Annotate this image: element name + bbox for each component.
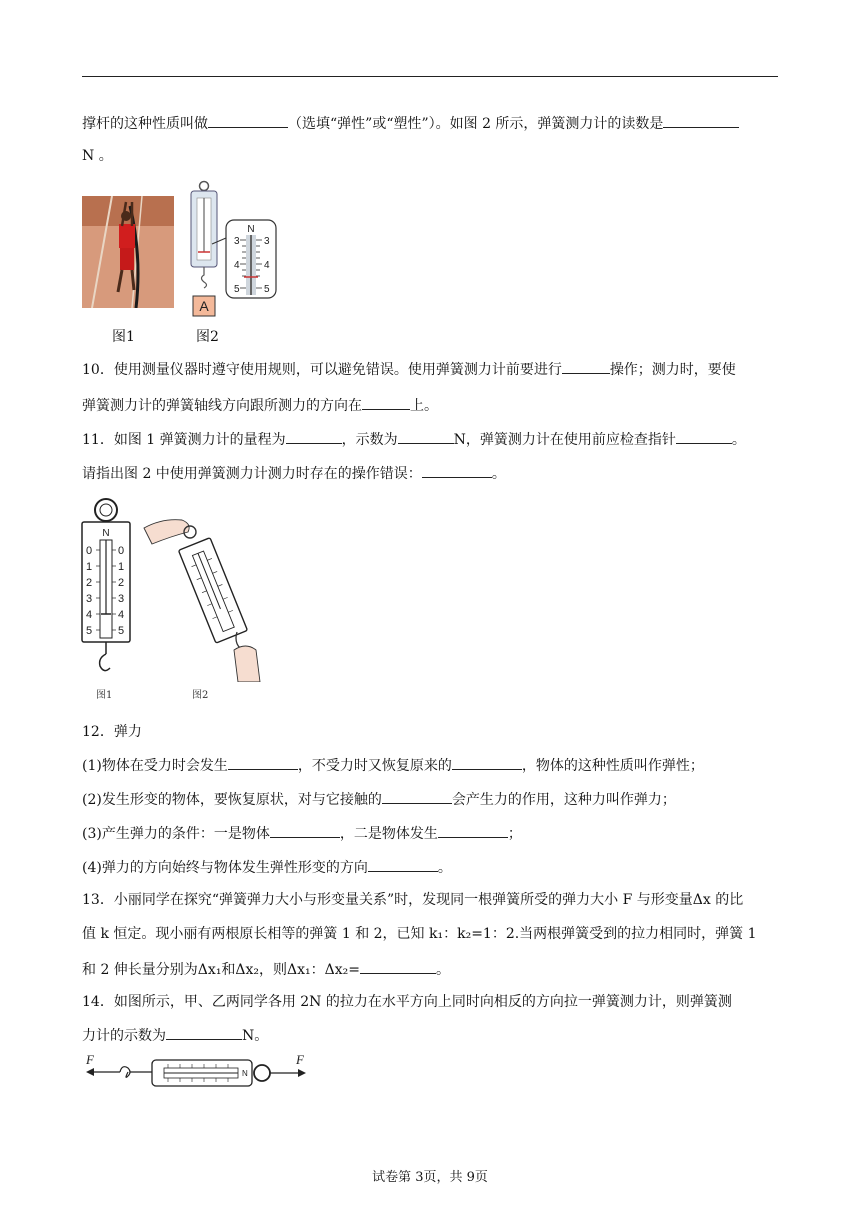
question-12-item-4 <box>82 856 452 878</box>
text-segment: 。 <box>436 962 451 978</box>
answer-blank <box>452 754 522 770</box>
tick-label: 1 <box>86 561 93 573</box>
tick-label: 3 <box>118 593 125 605</box>
zoom-tick-right: 4 <box>264 260 270 271</box>
question-12-item-3 <box>82 822 522 844</box>
answer-blank <box>398 428 454 444</box>
zoom-tick-left: 3 <box>234 236 240 247</box>
question-10-line-2 <box>82 394 438 416</box>
question-14-line-2 <box>82 1024 268 1046</box>
answer-blank <box>438 822 508 838</box>
text-segment: ，二是物体发生 <box>339 826 438 842</box>
text-segment: 力计的示数为 <box>82 1028 166 1044</box>
answer-blank <box>676 428 732 444</box>
spring-scale-vertical <box>78 496 138 682</box>
text-segment: 和 2 伸长量分别为Δx₁和Δx₂，则Δx₁：Δx₂= <box>82 962 361 978</box>
question-11-line-1 <box>82 428 746 450</box>
text-segment: (1)物体在受力时会发生 <box>82 758 228 774</box>
question-12-item-2 <box>82 788 676 810</box>
unit-label: N <box>247 224 255 235</box>
text-segment: 弹簧测力计的弹簧轴线方向跟所测力的方向在 <box>82 398 362 414</box>
text-line-1 <box>82 112 739 134</box>
text-segment: ，示数为 <box>341 432 398 448</box>
zoom-tick-left: 5 <box>234 284 240 295</box>
text-segment: （选填“弹性”或“塑性”）。如图 2 所示，弹簧测力计的读数是 <box>288 116 664 132</box>
text-segment: 。 <box>437 860 452 876</box>
answer-blank <box>270 822 340 838</box>
answer-blank <box>228 754 298 770</box>
answer-blank <box>286 428 342 444</box>
header-rule <box>82 76 778 77</box>
text-segment: 10．使用测量仪器时遵守使用规则，可以避免错误。使用弹簧测力计前要进行 <box>82 362 562 378</box>
text-segment: 。 <box>491 466 506 482</box>
text-segment: 撑杆的这种性质叫做 <box>82 116 208 132</box>
figure-caption: 图1 <box>96 690 113 701</box>
page-footer: 试卷第 3页，共 9页 <box>372 1170 488 1185</box>
text-segment: 请指出图 2 中使用弹簧测力计测力时存在的操作错误： <box>82 466 422 482</box>
answer-blank <box>562 358 610 374</box>
text-segment: 值 k 恒定。现小丽有两根原长相等的弹簧 1 和 2，已知 k₁：k₂=1：2.当两根弹簧受到的拉力相同时，弹簧 1 <box>82 926 757 942</box>
text-segment: N。 <box>242 1028 269 1044</box>
text-segment: (2)发生形变的物体，要恢复原状，对与它接触的 <box>82 792 382 808</box>
tick-label: 5 <box>118 625 125 637</box>
question-10-line-1 <box>82 358 736 380</box>
force-label-left: F <box>86 1052 94 1067</box>
text-segment: (3)产生弹力的条件：一是物体 <box>82 826 270 842</box>
unit-label: N <box>102 528 110 539</box>
answer-blank <box>360 958 436 974</box>
text-segment: 14．如图所示，甲、乙两同学各用 2N 的拉力在水平方向上同时向相反的方向拉一弹簧测力计，则弹簧测 <box>82 994 732 1010</box>
figure-caption: 图2 <box>192 690 209 701</box>
horizontal-spring-scale-figure <box>82 1052 312 1090</box>
answer-blank <box>382 788 452 804</box>
spring-scale-tilted-with-hands <box>142 510 262 682</box>
zoom-tick-right: 5 <box>264 284 270 295</box>
force-label-right: F <box>296 1052 304 1067</box>
answer-blank <box>422 462 492 478</box>
question-12-title <box>82 722 142 742</box>
question-11-line-2 <box>82 462 506 484</box>
tick-label: 4 <box>86 609 93 621</box>
answer-blank <box>208 112 288 128</box>
question-13-line-3 <box>82 958 450 980</box>
text-segment: 。 <box>731 432 746 448</box>
text-segment: N 。 <box>82 148 113 164</box>
spring-scale-figure <box>186 180 278 318</box>
text-segment: ，物体的这种性质叫作弹性； <box>521 758 704 774</box>
zoom-tick-right: 3 <box>264 236 270 247</box>
zoom-tick-left: 4 <box>234 260 240 271</box>
tick-label: 0 <box>86 545 93 557</box>
tick-label: 2 <box>86 577 93 589</box>
tick-label: 0 <box>118 545 125 557</box>
figure-caption: 图1 <box>112 329 135 345</box>
text-segment: N，弹簧测力计在使用前应检查指针 <box>453 432 676 448</box>
question-13-line-2 <box>82 924 757 944</box>
tick-label: 4 <box>118 609 125 621</box>
text-segment: 上。 <box>410 398 438 414</box>
pole-vault-photo <box>82 196 174 308</box>
unit-label: N <box>242 1069 248 1078</box>
weight-label: A <box>199 298 209 314</box>
text-segment: ； <box>507 826 522 842</box>
answer-blank <box>368 856 438 872</box>
tick-label: 5 <box>86 625 93 637</box>
tick-label: 2 <box>118 577 125 589</box>
answer-blank <box>663 112 739 128</box>
text-segment: 12．弹力 <box>82 724 142 740</box>
text-segment: 11．如图 1 弹簧测力计的量程为 <box>82 432 286 448</box>
text-segment: 会产生力的作用，这种力叫作弹力； <box>451 792 676 808</box>
answer-blank <box>166 1024 242 1040</box>
text-segment: ，不受力时又恢复原来的 <box>297 758 452 774</box>
tick-label: 3 <box>86 593 93 605</box>
figure-caption: 图2 <box>196 329 219 345</box>
question-12-item-1 <box>82 754 704 776</box>
text-segment: 操作；测力时，要使 <box>609 362 736 378</box>
tick-label: 1 <box>118 561 125 573</box>
text-line-2 <box>82 146 113 166</box>
text-segment: (4)弹力的方向始终与物体发生弹性形变的方向 <box>82 860 368 876</box>
question-13-line-1 <box>82 890 743 910</box>
question-14-line-1 <box>82 992 732 1012</box>
text-segment: 13．小丽同学在探究“弹簧弹力大小与形变量关系”时，发现同一根弹簧所受的弹力大小 F 与形变量Δx 的比 <box>82 892 744 908</box>
answer-blank <box>362 394 410 410</box>
